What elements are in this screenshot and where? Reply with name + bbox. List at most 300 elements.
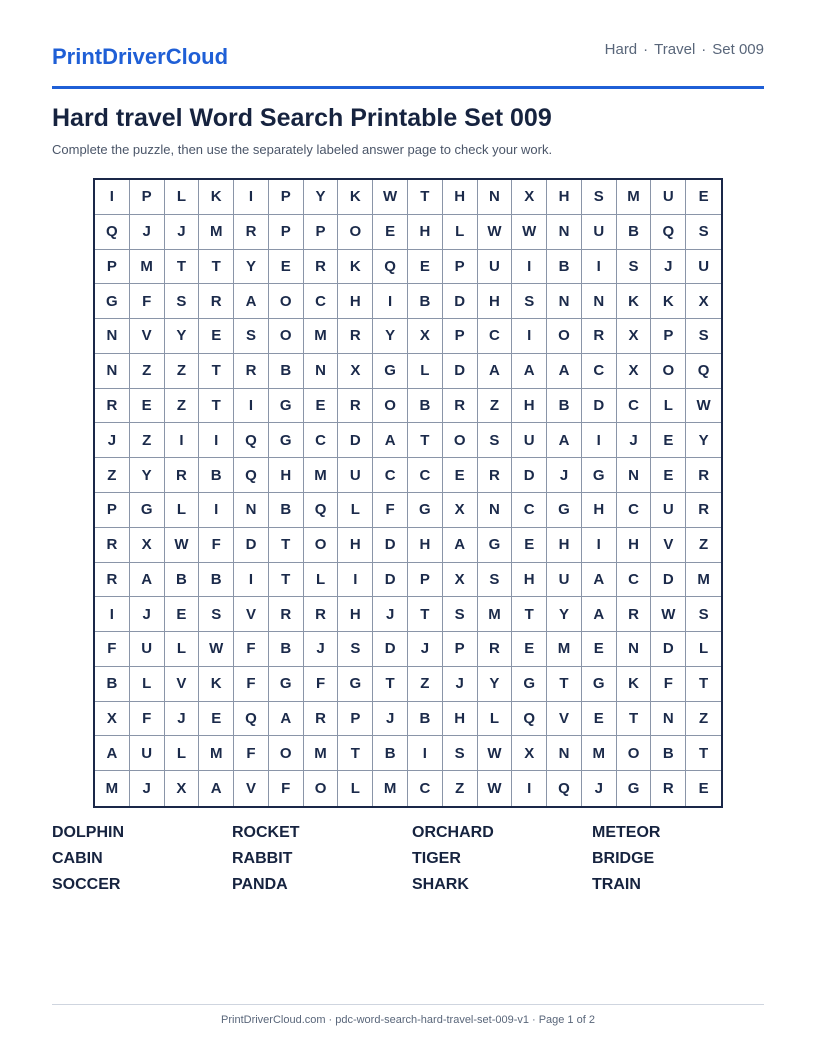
grid-cell: M	[304, 458, 339, 493]
grid-cell: E	[582, 632, 617, 667]
grid-cell: X	[512, 180, 547, 215]
grid-cell: S	[686, 597, 721, 632]
grid-cell: I	[512, 771, 547, 806]
grid-cell: K	[338, 180, 373, 215]
grid-cell: D	[373, 563, 408, 598]
word-list-item: SHARK	[412, 876, 469, 893]
grid-cell: N	[234, 493, 269, 528]
grid-cell: R	[478, 458, 513, 493]
grid-cell: H	[443, 180, 478, 215]
grid-cell: A	[234, 284, 269, 319]
grid-cell: D	[512, 458, 547, 493]
grid-cell: S	[443, 597, 478, 632]
grid-cell: J	[165, 215, 200, 250]
grid-cell: I	[582, 250, 617, 285]
grid-cell: M	[304, 319, 339, 354]
grid-cell: Y	[234, 250, 269, 285]
grid-cell: N	[617, 458, 652, 493]
grid-cell: S	[512, 284, 547, 319]
grid-cell: F	[304, 667, 339, 702]
grid-cell: A	[547, 354, 582, 389]
word-search-grid	[93, 178, 723, 808]
grid-cell: R	[234, 354, 269, 389]
grid-cell: C	[617, 389, 652, 424]
grid-cell: R	[478, 632, 513, 667]
grid-cell: B	[373, 736, 408, 771]
grid-cell: Q	[547, 771, 582, 806]
grid-cell: F	[130, 284, 165, 319]
grid-cell: N	[651, 702, 686, 737]
grid-cell: C	[408, 458, 443, 493]
grid-cell: H	[547, 528, 582, 563]
grid-cell: G	[512, 667, 547, 702]
grid-cell: J	[130, 771, 165, 806]
grid-cell: U	[478, 250, 513, 285]
grid-cell: S	[234, 319, 269, 354]
grid-cell: D	[651, 563, 686, 598]
grid-cell: S	[338, 632, 373, 667]
page-subtitle: Complete the puzzle, then use the separately labeled answer page to check your work.	[52, 142, 553, 157]
grid-cell: W	[199, 632, 234, 667]
grid-cell: N	[95, 354, 130, 389]
grid-cell: J	[130, 597, 165, 632]
grid-cell: U	[582, 215, 617, 250]
grid-cell: J	[443, 667, 478, 702]
grid-cell: U	[651, 180, 686, 215]
grid-cell: Z	[408, 667, 443, 702]
grid-cell: I	[234, 563, 269, 598]
grid-cell: L	[304, 563, 339, 598]
grid-cell: M	[304, 736, 339, 771]
grid-cell: C	[617, 563, 652, 598]
grid-cell: N	[547, 284, 582, 319]
grid-cell: J	[547, 458, 582, 493]
grid-cell: E	[443, 458, 478, 493]
grid-cell: E	[269, 250, 304, 285]
breadcrumb-item-set[interactable]: Set 009	[712, 41, 764, 58]
grid-cell: E	[199, 702, 234, 737]
footer-page-number: Page 1 of 2	[538, 1014, 595, 1026]
word-list-item: DOLPHIN	[52, 824, 124, 841]
grid-cell: G	[269, 667, 304, 702]
grid-cell: C	[512, 493, 547, 528]
grid-cell: J	[165, 702, 200, 737]
grid-cell: Z	[686, 702, 721, 737]
grid-cell: N	[582, 284, 617, 319]
grid-cell: X	[443, 563, 478, 598]
grid-cell: P	[338, 702, 373, 737]
grid-cell: T	[165, 250, 200, 285]
grid-cell: N	[478, 493, 513, 528]
grid-cell: T	[199, 389, 234, 424]
grid-cell: M	[686, 563, 721, 598]
grid-cell: W	[478, 215, 513, 250]
grid-cell: T	[686, 667, 721, 702]
grid-cell: X	[338, 354, 373, 389]
grid-cell: E	[651, 458, 686, 493]
grid-cell: Q	[304, 493, 339, 528]
footer-separator: ·	[328, 1014, 333, 1026]
grid-cell: K	[651, 284, 686, 319]
grid-cell: P	[651, 319, 686, 354]
grid-cell: M	[547, 632, 582, 667]
grid-cell: B	[95, 667, 130, 702]
word-list-item: METEOR	[592, 824, 661, 841]
grid-cell: S	[582, 180, 617, 215]
grid-cell: V	[234, 771, 269, 806]
grid-cell: G	[338, 667, 373, 702]
grid-cell: H	[338, 597, 373, 632]
grid-cell: D	[373, 632, 408, 667]
grid-cell: O	[443, 423, 478, 458]
grid-cell: I	[199, 423, 234, 458]
grid-cell: B	[199, 458, 234, 493]
grid-cell: I	[582, 528, 617, 563]
grid-cell: P	[443, 632, 478, 667]
grid-cell: A	[512, 354, 547, 389]
grid-cell: U	[512, 423, 547, 458]
grid-cell: F	[651, 667, 686, 702]
grid-cell: C	[304, 423, 339, 458]
breadcrumb-item-theme[interactable]: Travel	[654, 41, 696, 58]
grid-cell: R	[686, 493, 721, 528]
grid-cell: Y	[165, 319, 200, 354]
grid-cell: H	[338, 284, 373, 319]
grid-cell: Y	[547, 597, 582, 632]
grid-cell: A	[199, 771, 234, 806]
grid-cell: H	[547, 180, 582, 215]
grid-cell: I	[512, 250, 547, 285]
grid-cell: E	[512, 528, 547, 563]
grid-cell: L	[338, 771, 373, 806]
grid-cell: R	[165, 458, 200, 493]
grid-cell: L	[686, 632, 721, 667]
grid-cell: R	[304, 702, 339, 737]
grid-cell: O	[269, 319, 304, 354]
grid-cell: X	[617, 354, 652, 389]
grid-cell: R	[199, 284, 234, 319]
word-list-item: BRIDGE	[592, 850, 655, 867]
grid-cell: O	[651, 354, 686, 389]
grid-cell: H	[338, 528, 373, 563]
grid-cell: C	[408, 771, 443, 806]
grid-cell: J	[651, 250, 686, 285]
grid-cell: O	[547, 319, 582, 354]
grid-cell: U	[130, 632, 165, 667]
grid-cell: S	[165, 284, 200, 319]
grid-cell: E	[512, 632, 547, 667]
grid-cell: P	[304, 215, 339, 250]
grid-cell: R	[617, 597, 652, 632]
grid-cell: Y	[304, 180, 339, 215]
grid-cell: D	[338, 423, 373, 458]
grid-cell: L	[443, 215, 478, 250]
grid-cell: O	[338, 215, 373, 250]
grid-cell: M	[373, 771, 408, 806]
grid-cell: T	[373, 667, 408, 702]
grid-cell: I	[95, 180, 130, 215]
grid-cell: E	[199, 319, 234, 354]
grid-cell: B	[408, 702, 443, 737]
grid-cell: N	[95, 319, 130, 354]
grid-cell: E	[408, 250, 443, 285]
grid-cell: M	[478, 597, 513, 632]
breadcrumb-item-difficulty[interactable]: Hard	[604, 41, 638, 58]
grid-cell: T	[269, 528, 304, 563]
grid-cell: H	[478, 284, 513, 319]
grid-cell: X	[130, 528, 165, 563]
grid-cell: R	[304, 597, 339, 632]
brand-logo[interactable]: PrintDriverCloud	[52, 44, 229, 69]
breadcrumb-separator: ·	[701, 41, 707, 58]
word-list-item: CABIN	[52, 850, 103, 867]
grid-cell: P	[95, 250, 130, 285]
grid-cell: D	[234, 528, 269, 563]
grid-cell: B	[547, 250, 582, 285]
grid-cell: U	[651, 493, 686, 528]
grid-cell: L	[165, 632, 200, 667]
grid-cell: S	[686, 319, 721, 354]
grid-cell: O	[373, 389, 408, 424]
grid-cell: I	[234, 389, 269, 424]
grid-cell: F	[234, 736, 269, 771]
grid-cell: R	[443, 389, 478, 424]
grid-cell: A	[269, 702, 304, 737]
grid-cell: P	[269, 215, 304, 250]
grid-cell: E	[698, 780, 709, 798]
grid-cell: V	[651, 528, 686, 563]
grid-cell: M	[199, 736, 234, 771]
grid-cell: R	[651, 771, 686, 806]
grid-cell: Z	[686, 528, 721, 563]
grid-cell: L	[651, 389, 686, 424]
grid-cell: R	[95, 528, 130, 563]
grid-cell: X	[408, 319, 443, 354]
grid-cell: X	[512, 736, 547, 771]
grid-cell: I	[582, 423, 617, 458]
grid-cell: W	[478, 736, 513, 771]
grid-cell: P	[269, 180, 304, 215]
grid-cell: E	[165, 597, 200, 632]
grid-cell: Y	[478, 667, 513, 702]
grid-cell: A	[547, 423, 582, 458]
grid-cell: A	[373, 423, 408, 458]
grid-cell: K	[617, 667, 652, 702]
grid-cell: W	[651, 597, 686, 632]
grid-cell: G	[408, 493, 443, 528]
grid-cell: I	[234, 180, 269, 215]
grid-cell: C	[582, 354, 617, 389]
grid-cell: D	[582, 389, 617, 424]
grid-cell: A	[130, 563, 165, 598]
grid-cell: V	[547, 702, 582, 737]
grid-cell: R	[95, 563, 130, 598]
grid-cell: T	[617, 702, 652, 737]
grid-cell: W	[686, 389, 721, 424]
grid-cell: A	[582, 597, 617, 632]
grid-cell: H	[269, 458, 304, 493]
grid-cell: L	[338, 493, 373, 528]
grid-cell: R	[269, 597, 304, 632]
grid-cell: G	[269, 423, 304, 458]
grid-cell: J	[373, 597, 408, 632]
grid-cell: S	[199, 597, 234, 632]
grid-cell: T	[199, 354, 234, 389]
grid-cell: J	[95, 423, 130, 458]
grid-cell: I	[373, 284, 408, 319]
grid-cell: A	[582, 563, 617, 598]
grid-cell: X	[443, 493, 478, 528]
grid-cell: L	[165, 736, 200, 771]
grid-cell: G	[130, 493, 165, 528]
footer-separator: ·	[532, 1014, 536, 1026]
grid-cell: H	[408, 215, 443, 250]
footer-site[interactable]: PrintDriverCloud.com	[221, 1014, 326, 1026]
grid-cell: H	[443, 702, 478, 737]
grid-cell: K	[199, 667, 234, 702]
grid-cell: N	[547, 736, 582, 771]
grid-cell: K	[199, 180, 234, 215]
grid-cell: J	[304, 632, 339, 667]
grid-cell: T	[338, 736, 373, 771]
grid-cell: Z	[95, 458, 130, 493]
breadcrumb-separator: ·	[643, 41, 649, 58]
word-list-item: SOCCER	[52, 876, 121, 893]
grid-cell: N	[547, 215, 582, 250]
grid-cell: K	[338, 250, 373, 285]
grid-cell: H	[582, 493, 617, 528]
grid-cell: O	[269, 284, 304, 319]
grid-cell: S	[443, 736, 478, 771]
grid-cell: R	[686, 458, 721, 493]
grid-cell: E	[651, 423, 686, 458]
grid-cell: Q	[512, 702, 547, 737]
grid-cell: Q	[651, 215, 686, 250]
grid-cell: B	[617, 215, 652, 250]
grid-cell: R	[338, 319, 373, 354]
grid-cell: L	[130, 667, 165, 702]
grid-cell: C	[617, 493, 652, 528]
grid-cell: B	[269, 493, 304, 528]
grid-cell: T	[269, 563, 304, 598]
grid-cell: S	[617, 250, 652, 285]
grid-cell: S	[686, 215, 721, 250]
grid-cell: M	[582, 736, 617, 771]
grid-cell: Y	[130, 458, 165, 493]
grid-cell: U	[547, 563, 582, 598]
grid-cell: E	[582, 702, 617, 737]
grid-cell: D	[651, 632, 686, 667]
grid-cell: W	[165, 528, 200, 563]
grid-cell: T	[547, 667, 582, 702]
word-list-item: ROCKET	[232, 824, 300, 841]
grid-cell: P	[408, 563, 443, 598]
grid-cell: Q	[95, 215, 130, 250]
grid-cell: V	[234, 597, 269, 632]
grid-cell: F	[234, 667, 269, 702]
grid-cell: G	[269, 389, 304, 424]
grid-cell: Z	[165, 389, 200, 424]
grid-cell: Q	[234, 458, 269, 493]
grid-cell: J	[373, 702, 408, 737]
grid-cell: F	[130, 702, 165, 737]
grid-cell: Q	[373, 250, 408, 285]
word-list-item: RABBIT	[232, 850, 293, 867]
word-list-item: TRAIN	[592, 876, 641, 893]
grid-cell: U	[686, 250, 721, 285]
grid-cell: I	[338, 563, 373, 598]
grid-cell: L	[478, 702, 513, 737]
grid-cell: P	[95, 493, 130, 528]
grid-cell: W	[478, 771, 513, 806]
grid-cell: G	[582, 667, 617, 702]
grid-cell: A	[478, 354, 513, 389]
grid-cell: P	[443, 250, 478, 285]
grid-cell: X	[617, 319, 652, 354]
grid-cell: I	[408, 736, 443, 771]
grid-cell: G	[582, 458, 617, 493]
grid-cell: R	[338, 389, 373, 424]
grid-cell: A	[95, 736, 130, 771]
grid-cell: U	[130, 736, 165, 771]
grid-cell: E	[130, 389, 165, 424]
footer-divider	[52, 1004, 764, 1005]
grid-cell: M	[95, 771, 130, 806]
grid-cell: M	[199, 215, 234, 250]
grid-cell: H	[512, 389, 547, 424]
grid-cell: Z	[130, 423, 165, 458]
grid-cell: J	[408, 632, 443, 667]
grid-cell: T	[408, 423, 443, 458]
grid-cell: B	[547, 389, 582, 424]
grid-cell: Z	[478, 389, 513, 424]
grid-cell: D	[443, 354, 478, 389]
grid-cell: F	[373, 493, 408, 528]
grid-cell: R	[234, 215, 269, 250]
grid-cell: G	[547, 493, 582, 528]
word-list-item: ORCHARD	[412, 824, 494, 841]
grid-cell: R	[582, 319, 617, 354]
grid-cell: W	[512, 215, 547, 250]
grid-cell: U	[338, 458, 373, 493]
grid-cell: C	[478, 319, 513, 354]
grid-cell: B	[269, 354, 304, 389]
grid-cell: I	[512, 319, 547, 354]
grid-cell: F	[95, 632, 130, 667]
grid-cell: B	[651, 736, 686, 771]
grid-cell: T	[512, 597, 547, 632]
grid-cell: G	[617, 771, 652, 806]
grid-cell: X	[686, 284, 721, 319]
page-title: Hard travel Word Search Printable Set 009	[52, 104, 552, 132]
grid-cell: T	[686, 736, 721, 771]
grid-cell: Y	[373, 319, 408, 354]
grid-cell: O	[304, 771, 339, 806]
grid-cell: F	[269, 771, 304, 806]
grid-cell: E	[304, 389, 339, 424]
page-footer	[0, 1014, 816, 1026]
page-header	[52, 0, 764, 89]
grid-cell: K	[617, 284, 652, 319]
grid-cell: V	[130, 319, 165, 354]
grid-cell: J	[617, 423, 652, 458]
grid-cell: X	[95, 702, 130, 737]
grid-cell: S	[478, 423, 513, 458]
grid-cell: F	[199, 528, 234, 563]
grid-cell: P	[443, 319, 478, 354]
grid-cell: O	[617, 736, 652, 771]
grid-cell: B	[165, 563, 200, 598]
